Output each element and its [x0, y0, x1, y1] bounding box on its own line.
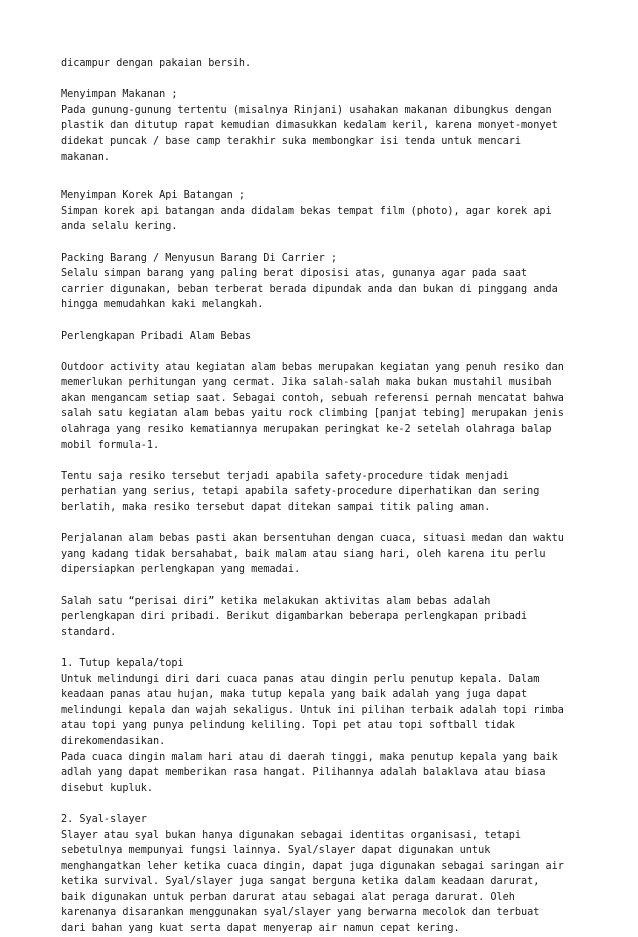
paragraph: [61, 188, 581, 235]
text-line: Slayer atau syal bukan hanya digunakan sebagai identitas organisasi, tetapi: [61, 829, 522, 841]
paragraph: [61, 531, 581, 578]
text-line: didekat puncak / base camp terakhir suka membongkar isi tenda untuk mencari: [61, 135, 522, 147]
paragraph-gap: [61, 453, 581, 469]
text-line: Outdoor activity atau kegiatan alam bebas merupakan kegiatan yang penuh resiko dan: [61, 361, 564, 373]
text-line: Selalu simpan barang yang paling berat diposisi atas, gunanya agar pada saat: [61, 268, 528, 280]
paragraph: [61, 87, 581, 165]
paragraph: [61, 594, 581, 641]
paragraph-gap: [61, 165, 581, 188]
text-line: Untuk melindungi diri dari cuaca panas atau dingin perlu penutup kepala. Dalam: [61, 673, 540, 685]
text-line: mobil formula-1.: [61, 439, 160, 451]
paragraph-gap: [61, 344, 581, 360]
text-line: perlengkapan diri pribadi. Berikut digambarkan beberapa perlengkapan pribadi: [61, 611, 528, 623]
paragraph-gap: [61, 313, 581, 329]
text-line: dipersiapkan perlengkapan yang memadai.: [61, 564, 301, 576]
text-line: carrier digunakan, beban terberat berada dipundak anda dan bukan di pinggang anda: [61, 283, 558, 295]
text-line: makanan.: [61, 151, 111, 163]
text-line: karenanya disarankan menggunakan syal/slayer yang berwarna mecolok dan terbuat: [61, 907, 540, 919]
paragraph: [61, 56, 581, 72]
text-line: dicampur dengan pakaian bersih.: [61, 58, 252, 69]
text-line: hingga memudahkan kaki melangkah.: [61, 299, 264, 311]
text-line: berlatih, maka resiko tersebut dapat ditekan sampai titik paling aman.: [61, 502, 491, 514]
text-line: Pada cuaca dingin malam hari atau di daerah tinggi, maka penutup kepala yang baik: [61, 751, 558, 763]
paragraph: [61, 360, 581, 454]
paragraph: [61, 812, 581, 937]
text-line: 1. Tutup kepala/topi: [61, 657, 184, 669]
text-line: Menyimpan Korek Api Batangan ;: [61, 190, 246, 202]
text-line: olahraga yang resiko kematiannya merupakan peringkat ke-2 setelah olahraga balap: [61, 424, 552, 436]
text-line: anda selalu kering.: [61, 221, 178, 233]
text-line: direkomendasikan.: [61, 735, 166, 747]
text-line: memerlukan perhitungan yang cermat. Jika salah-salah maka bukan mustahil musibah: [61, 377, 552, 389]
text-line: Tentu saja resiko tersebut terjadi apabila safety-procedure tidak menjadi: [61, 470, 509, 482]
text-line: Perlengkapan Pribadi Alam Bebas: [61, 330, 252, 342]
paragraph-gap: [61, 235, 581, 251]
text-line: Perjalanan alam bebas pasti akan bersentuhan dengan cuaca, situasi medan dan waktu: [61, 533, 564, 545]
text-line: melindungi kepala dan wajah sekaligus. Untuk ini pilihan terbaik adalah topi rimba: [61, 704, 564, 716]
text-line: Salah satu “perisai diri” ketika melakukan aktivitas alam bebas adalah: [61, 595, 491, 607]
text-line: yang kadang tidak bersahabat, baik malam atau siang hari, oleh karena itu perlu: [61, 548, 546, 560]
text-line: 2. Syal-slayer: [61, 813, 147, 825]
document-page: [61, 56, 581, 937]
text-line: plastik dan ditutup rapat kemudian dimasukkan kedalam keril, karena monyet-monyet: [61, 120, 558, 132]
text-line: standard.: [61, 626, 117, 638]
text-line: Simpan korek api batangan anda didalam bekas tempat film (photo), agar korek api: [61, 205, 552, 217]
paragraph: [61, 329, 581, 345]
text-line: akan mengancam setiap saat. Sebagai contoh, sebuah referensi pernah mencatat bahwa: [61, 392, 564, 404]
paragraph-gap: [61, 796, 581, 812]
paragraph-gap: [61, 640, 581, 656]
text-line: atau topi yang punya pelindung keliling. Topi pet atau topi softball tidak: [61, 720, 515, 732]
text-line: ketika survival. Syal/slayer juga sangat berguna ketika dalam keadaan darurat,: [61, 876, 540, 888]
paragraph-gap: [61, 516, 581, 532]
text-line: Pada gunung-gunung tertentu (misalnya Rinjani) usahakan makanan dibungkus dengan: [61, 104, 552, 116]
text-line: salah satu kegiatan alam bebas yaitu rock climbing [panjat tebing] merupakan jenis: [61, 408, 564, 420]
paragraph-gap: [61, 578, 581, 594]
paragraph: [61, 251, 581, 313]
paragraph-gap: [61, 72, 581, 88]
text-line: Packing Barang / Menyusun Barang Di Carrier ;: [61, 252, 338, 264]
text-line: sebetulnya mempunyai fungsi lainnya. Syal/slayer dapat digunakan untuk: [61, 845, 491, 857]
text-line: dari bahan yang kuat serta dapat menyerap air namun cepat kering.: [61, 923, 460, 935]
text-line: Menyimpan Makanan ;: [61, 89, 178, 101]
text-line: baik digunakan untuk perban darurat atau sebagai alat peraga darurat. Oleh: [61, 891, 515, 903]
text-line: disebut kupluk.: [61, 782, 154, 794]
text-line: keadaan panas atau hujan, maka tutup kepala yang baik adalah yang juga dapat: [61, 689, 528, 701]
paragraph: [61, 469, 581, 516]
text-line: adlah yang dapat memberikan rasa hangat. Pilihannya adalah balaklava atau biasa: [61, 767, 546, 779]
paragraph: [61, 656, 581, 796]
text-line: perhatian yang serius, tetapi apabila safety-procedure diperhatikan dan sering: [61, 486, 540, 498]
text-line: menghangatkan leher ketika cuaca dingin, dapat juga digunakan sebagai saringan air: [61, 860, 564, 872]
